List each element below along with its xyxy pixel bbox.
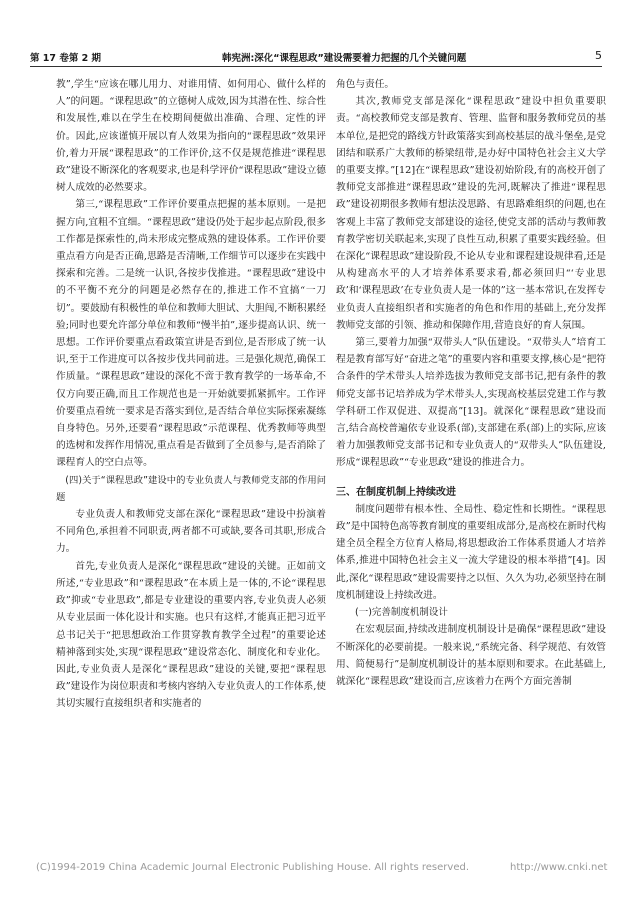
paragraph: 教”,学生“应该在哪儿用力、对谁用情、如何用心、做什么样的人”的问题。“课程思政”的立德树人成效,因为其潜在性、综合性和发展性,难以在学生在校期间便做出准确、合理、定性的评价。因此,应该谨慎开展以育人效果为指向的“课程思政”效果评价,着力开展“课程思政”的工作评价,这不仅是规范推进“课程思政”建设不断深化的客观要求,也是科学评价“课程思政”建设立德树人成效的必然要求。 <box>56 79 326 194</box>
subsection-heading: (四)关于“课程思政”建设中的专业负责人与教师党支部的作用问题 <box>56 474 326 503</box>
paragraph: 首先,专业负责人是深化“课程思政”建设的关键。正如前文所述,“专业思政”和“课程思政”在本质上是一体的,不论“课程思政”抑或“专业思政”,都是专业建设的重要内容,专业负责人必须从专业层面一体化设计和实施。也只有这样,才能真正把习近平总书记关于“把思想政治工作贯穿教育教学全过程”的重要论述精神落到实处,实现“课程思政”建设常态化、制度化和专业化。因此,专业负责人是深化“课程思政”建设的关键,要把“课程思政”建设作为岗位职责和考核内容纳入专业负责人的工作体系,使其切实履行直接组织者和实施者的 <box>56 560 326 710</box>
journal-volume: 第 17 卷第 2 期 <box>30 53 102 64</box>
paragraph: 其次,教师党支部是深化“课程思政”建设中担负重要职责。“高校教师党支部是教育、管理、监督和服务教师党员的基本单位,是把党的路线方针政策落实到高校基层的战斗堡垒,是党团结和联系广大教师的桥梁纽带,是办好中国特色社会主义大学的重要支撑。”[12]在“课程思政”建设初始阶段,有的高校开创了教师党支部推进“课程思政”建设的先河,既解决了推进“课程思政”建设初期很多教师有想法没思路、有思路难组织的问题,也在客观上丰富了教师党支部建设的途径,使党支部的活动与教师教育教学密切关联起来,实现了良性互动,积累了重要实践经验。但在深化“课程思政”建设阶段,不论从专业和课程建设规律看,还是从构建高水平的人才培养体系要求看,都必须回归“‘专业思政’和‘课程思政’在专业负责人是一体的”这一基本常识,在发挥专业负责人直接组织者和实施者的角色和作用的基础上,充分发挥教师党支部的引领、推动和保障作用,营造良好的育人氛围。 <box>336 96 606 331</box>
right-column <box>336 76 606 690</box>
footer-url: http://www.cnki.net <box>510 862 608 873</box>
copyright-notice: (C)1994-2019 China Academic Journal Electronic Publishing House. All rights reserved. <box>36 862 469 873</box>
running-header <box>30 48 602 67</box>
section-heading: 三、在制度机制上持续改进 <box>336 486 456 498</box>
paragraph: 第三,“课程思政”工作评价要重点把握的基本原则。一是把握方向,宜粗不宜细。“课程思政”建设仍处于起步起点阶段,很多工作都是探索性的,尚未形成完整成熟的建设体系。工作评价要重点看方向是否正确,思路是否清晰,工作细节可以逐步在实践中探索和完善。二是统一认识,各按步伐推进。“课程思政”建设中的不平衡不充分的问题是必然存在的,推进工作不宜搞“一刀切”。要鼓励有积极性的单位和教师大胆试、大胆闯,不断积累经验;同时也要允许部分单位和教师“慢半拍”,逐步提高认识、统一思想。工作评价要重点看政策宣讲是否到位,是否形成了统一认识,至于工作进度可以各按步伐共同前进。三是强化规范,确保工作质量。“课程思政”建设的深化不啻于教育教学的一场革命,不仅方向要正确,而且工作规范也是一开始就要抓紧抓牢。工作评价要重点看统一要求是否落实到位,是否结合单位实际探索凝练自身特色。另外,还要看“课程思政”示范课程、优秀教师等典型的选树和发挥作用情况,重点看是否做到了全员参与,是否消除了课程育人的空白点等。 <box>56 199 326 469</box>
paragraph: 专业负责人和教师党支部在深化“课程思政”建设中扮演着不同角色,承担着不同职责,两者都不可或缺,要各司其职,形成合力。 <box>56 509 326 555</box>
paragraph: 第三,要着力加强“双带头人”队伍建设。“双带头人”培育工程是教育部写好“奋进之笔”的重要内容和重要支撑,核心是“把符合条件的学术带头人培养选拔为教师党支部书记,把有条件的教师党支部书记培养成为学术带头人,实现高校基层党建工作与教学科研工作双促进、双提高”[13]。就深化“课程思政”建设而言,结合高校普遍依专业设系(部),支部建在系(部)上的实际,应该着力加强教师党支部书记和专业负责人的“双带头人”队伍建设,形成“课程思政”“专业思政”建设的推进合力。 <box>336 337 606 469</box>
subsection-heading: (一)完善制度机制设计 <box>355 607 448 619</box>
paragraph: 在宏观层面,持续改进制度机制设计是确保“课程思政”建设不断深化的必要前提。一般来说,“系统完备、科学规范、有效管用、简便易行”是制度机制设计的基本原则和要求。在此基础上,就深化“课程思政”建设而言,应该着力在两个方面完善制 <box>336 624 606 687</box>
paragraph: 制度问题带有根本性、全局性、稳定性和长期性。“课程思政”是中国特色高等教育制度的重要组成部分,是高校在新时代构建全员全程全方位育人格局,将思想政治工作体系贯通人才培养体系,推进中国特色社会主义一流大学建设的根本举措”[4]。因此,深化“课程思政”建设需要持之以恒、久久为功,必须坚持在制度机制建设上持续改进。 <box>336 503 606 601</box>
running-title: 韩宪洲:深化“课程思政”建设需要着力把握的几个关键问题 <box>222 53 467 64</box>
footer <box>36 862 608 873</box>
left-column <box>56 76 326 713</box>
paragraph: 角色与责任。 <box>336 79 395 90</box>
page-number: 5 <box>595 49 602 62</box>
